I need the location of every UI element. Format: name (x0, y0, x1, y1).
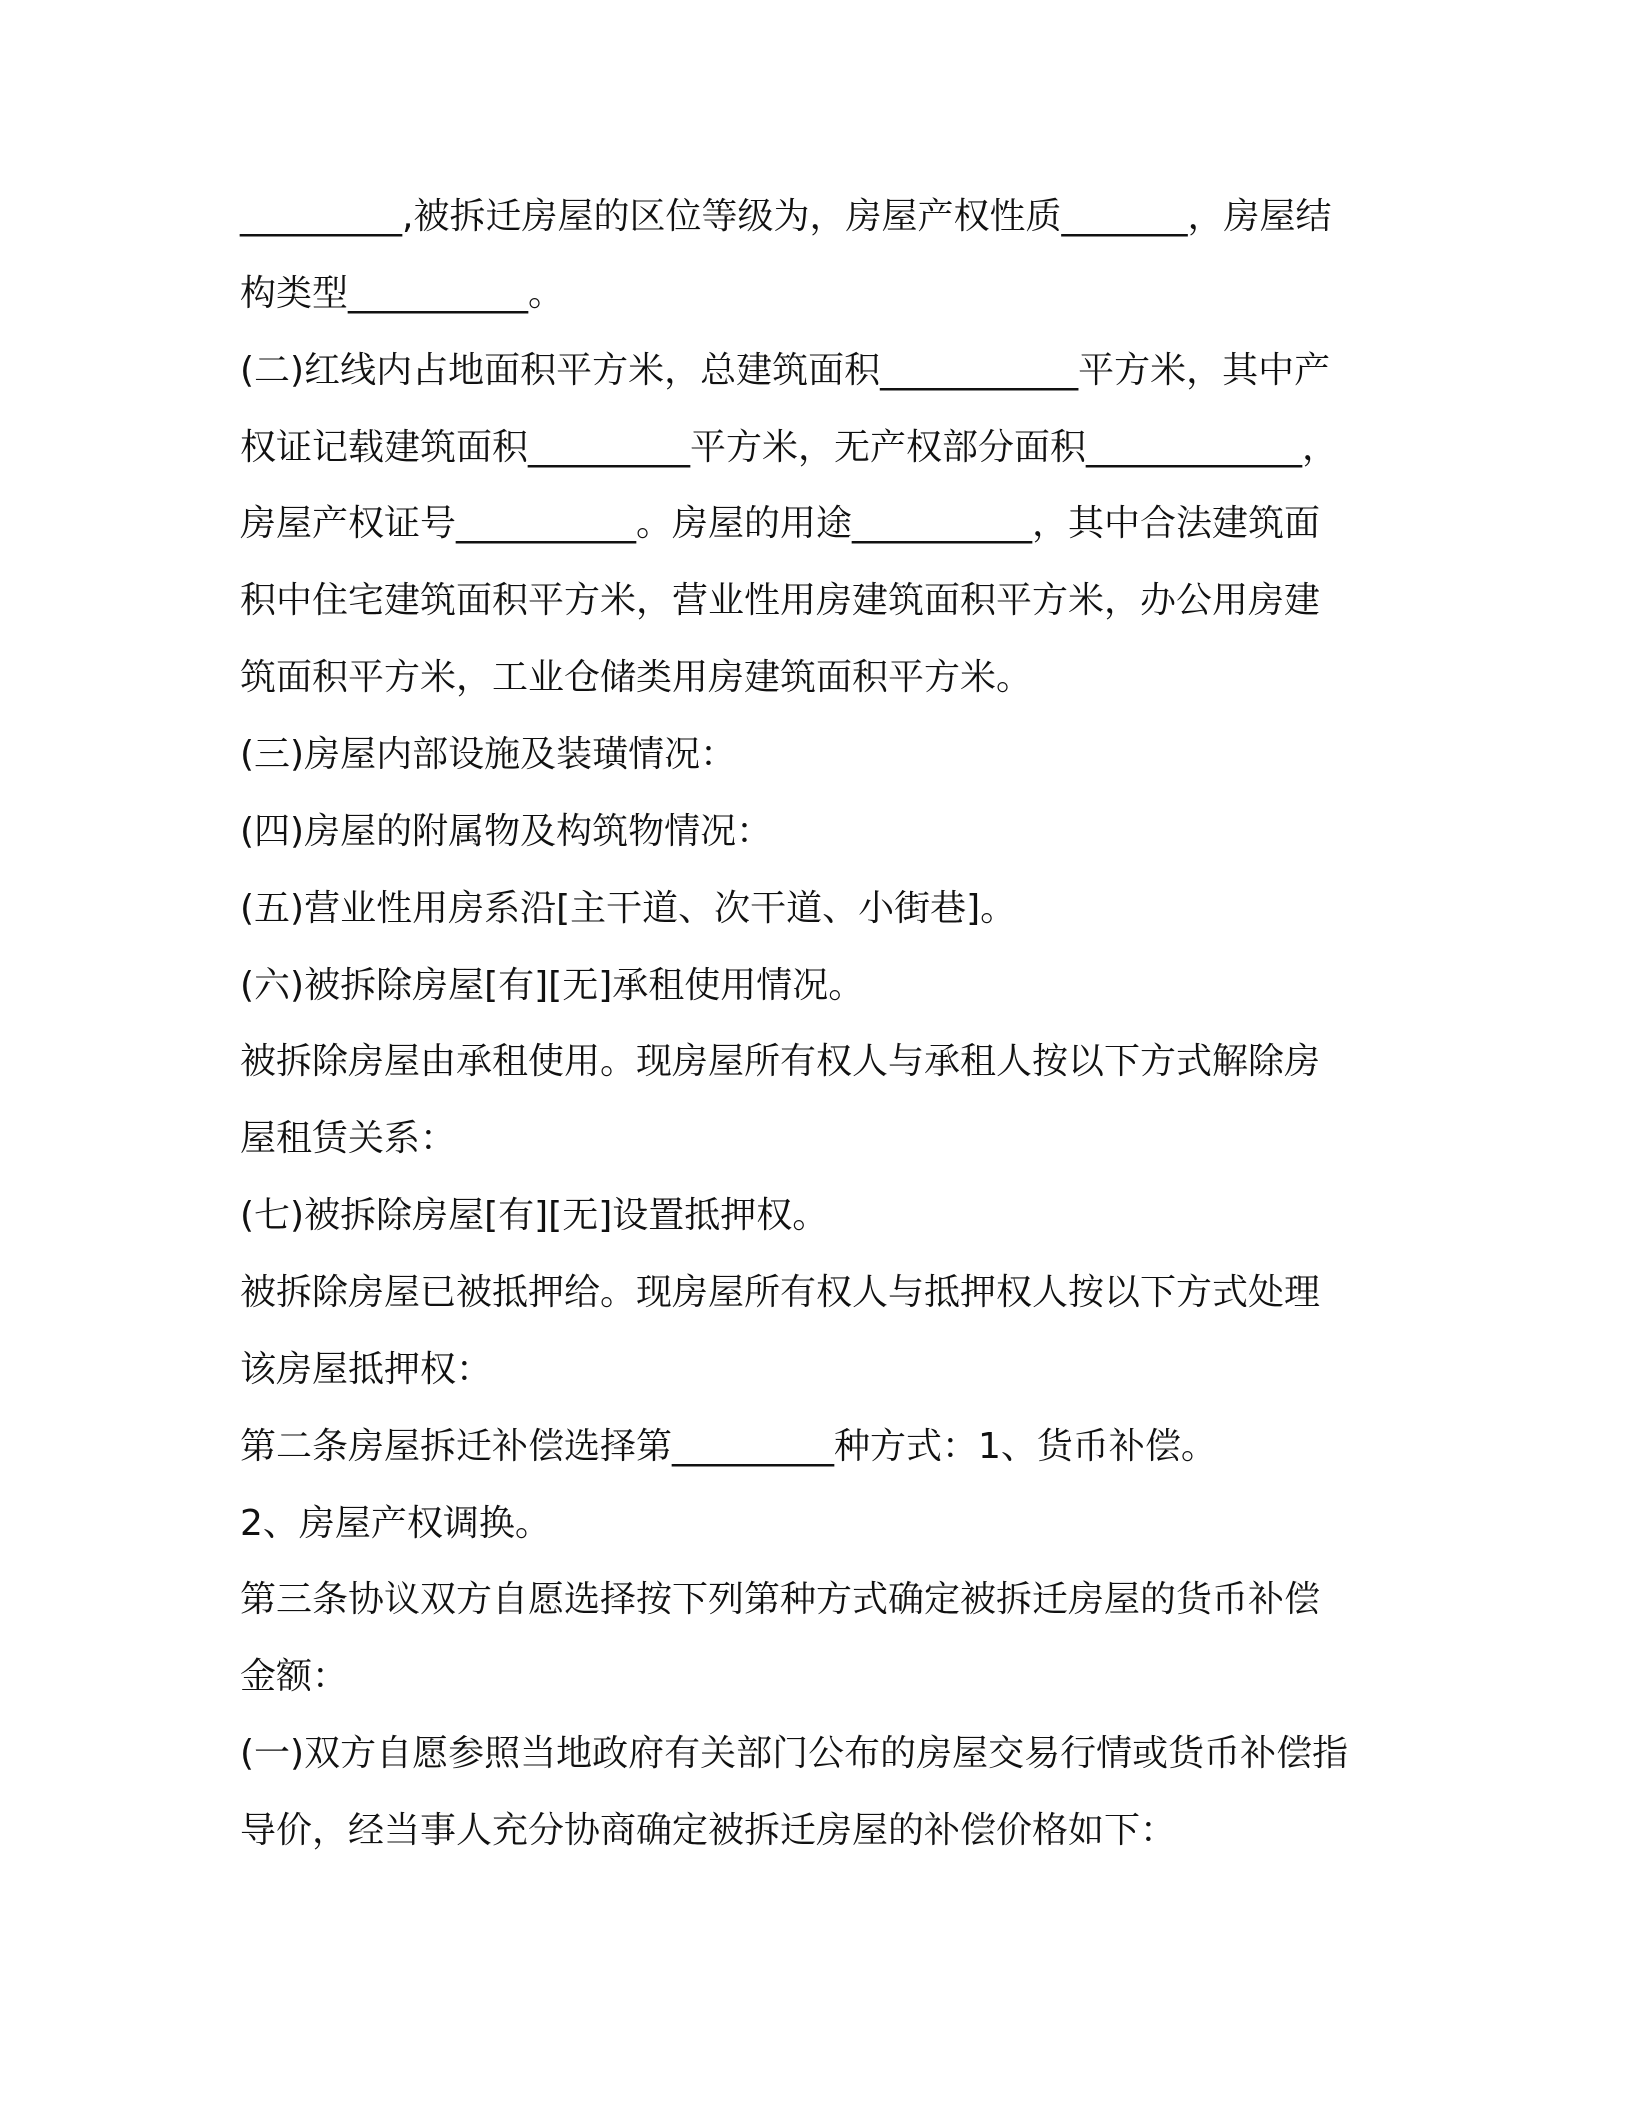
text-line: 金额： (240, 1656, 349, 1697)
text-line: 导价，经当事人充分协商确定被拆迁房屋的补偿价格如下： (240, 1810, 1177, 1851)
text-line: (三)房屋内部设施及装璜情况： (240, 734, 737, 775)
text-line: 积中住宅建筑面积平方米，营业性用房建筑面积平方米，办公用房建 (240, 580, 1321, 621)
text-line: (六)被拆除房屋[有][无]承租使用情况。 (240, 965, 865, 1006)
text-line: (二)红线内占地面积平方米，总建筑面积___________平方米，其中产 (240, 350, 1331, 391)
text-line: (七)被拆除房屋[有][无]设置抵押权。 (240, 1195, 829, 1236)
text-line: 权证记载建筑面积_________平方米，无产权部分面积____________， (240, 427, 1339, 468)
text-line: _________,被拆迁房屋的区位等级为，房屋产权性质_______，房屋结 (240, 196, 1332, 237)
text-line: 2、房屋产权调换。 (240, 1503, 551, 1544)
text-line: (五)营业性用房系沿[主干道、次干道、小街巷]。 (240, 888, 1017, 929)
text-line: 房屋产权证号__________。房屋的用途__________，其中合法建筑面 (240, 503, 1321, 544)
text-line: 第三条协议双方自愿选择按下列第种方式确定被拆迁房屋的货币补偿 (240, 1579, 1321, 1620)
text-line: 构类型__________。 (240, 273, 565, 314)
text-line: (四)房屋的附属物及构筑物情况： (240, 811, 773, 852)
text-line: 被拆除房屋已被抵押给。现房屋所有权人与抵押权人按以下方式处理 (240, 1272, 1321, 1313)
text-line: 被拆除房屋由承租使用。现房屋所有权人与承租人按以下方式解除房 (240, 1041, 1321, 1082)
text-line: (一)双方自愿参照当地政府有关部门公布的房屋交易行情或货币补偿指 (240, 1733, 1349, 1774)
text-line: 该房屋抵押权： (240, 1349, 493, 1390)
text-line: 第二条房屋拆迁补偿选择第_________种方式：1、货币补偿。 (240, 1426, 1217, 1467)
text-line: 筑面积平方米，工业仓储类用房建筑面积平方米。 (240, 657, 1033, 698)
text-line: 屋租赁关系： (240, 1118, 457, 1159)
